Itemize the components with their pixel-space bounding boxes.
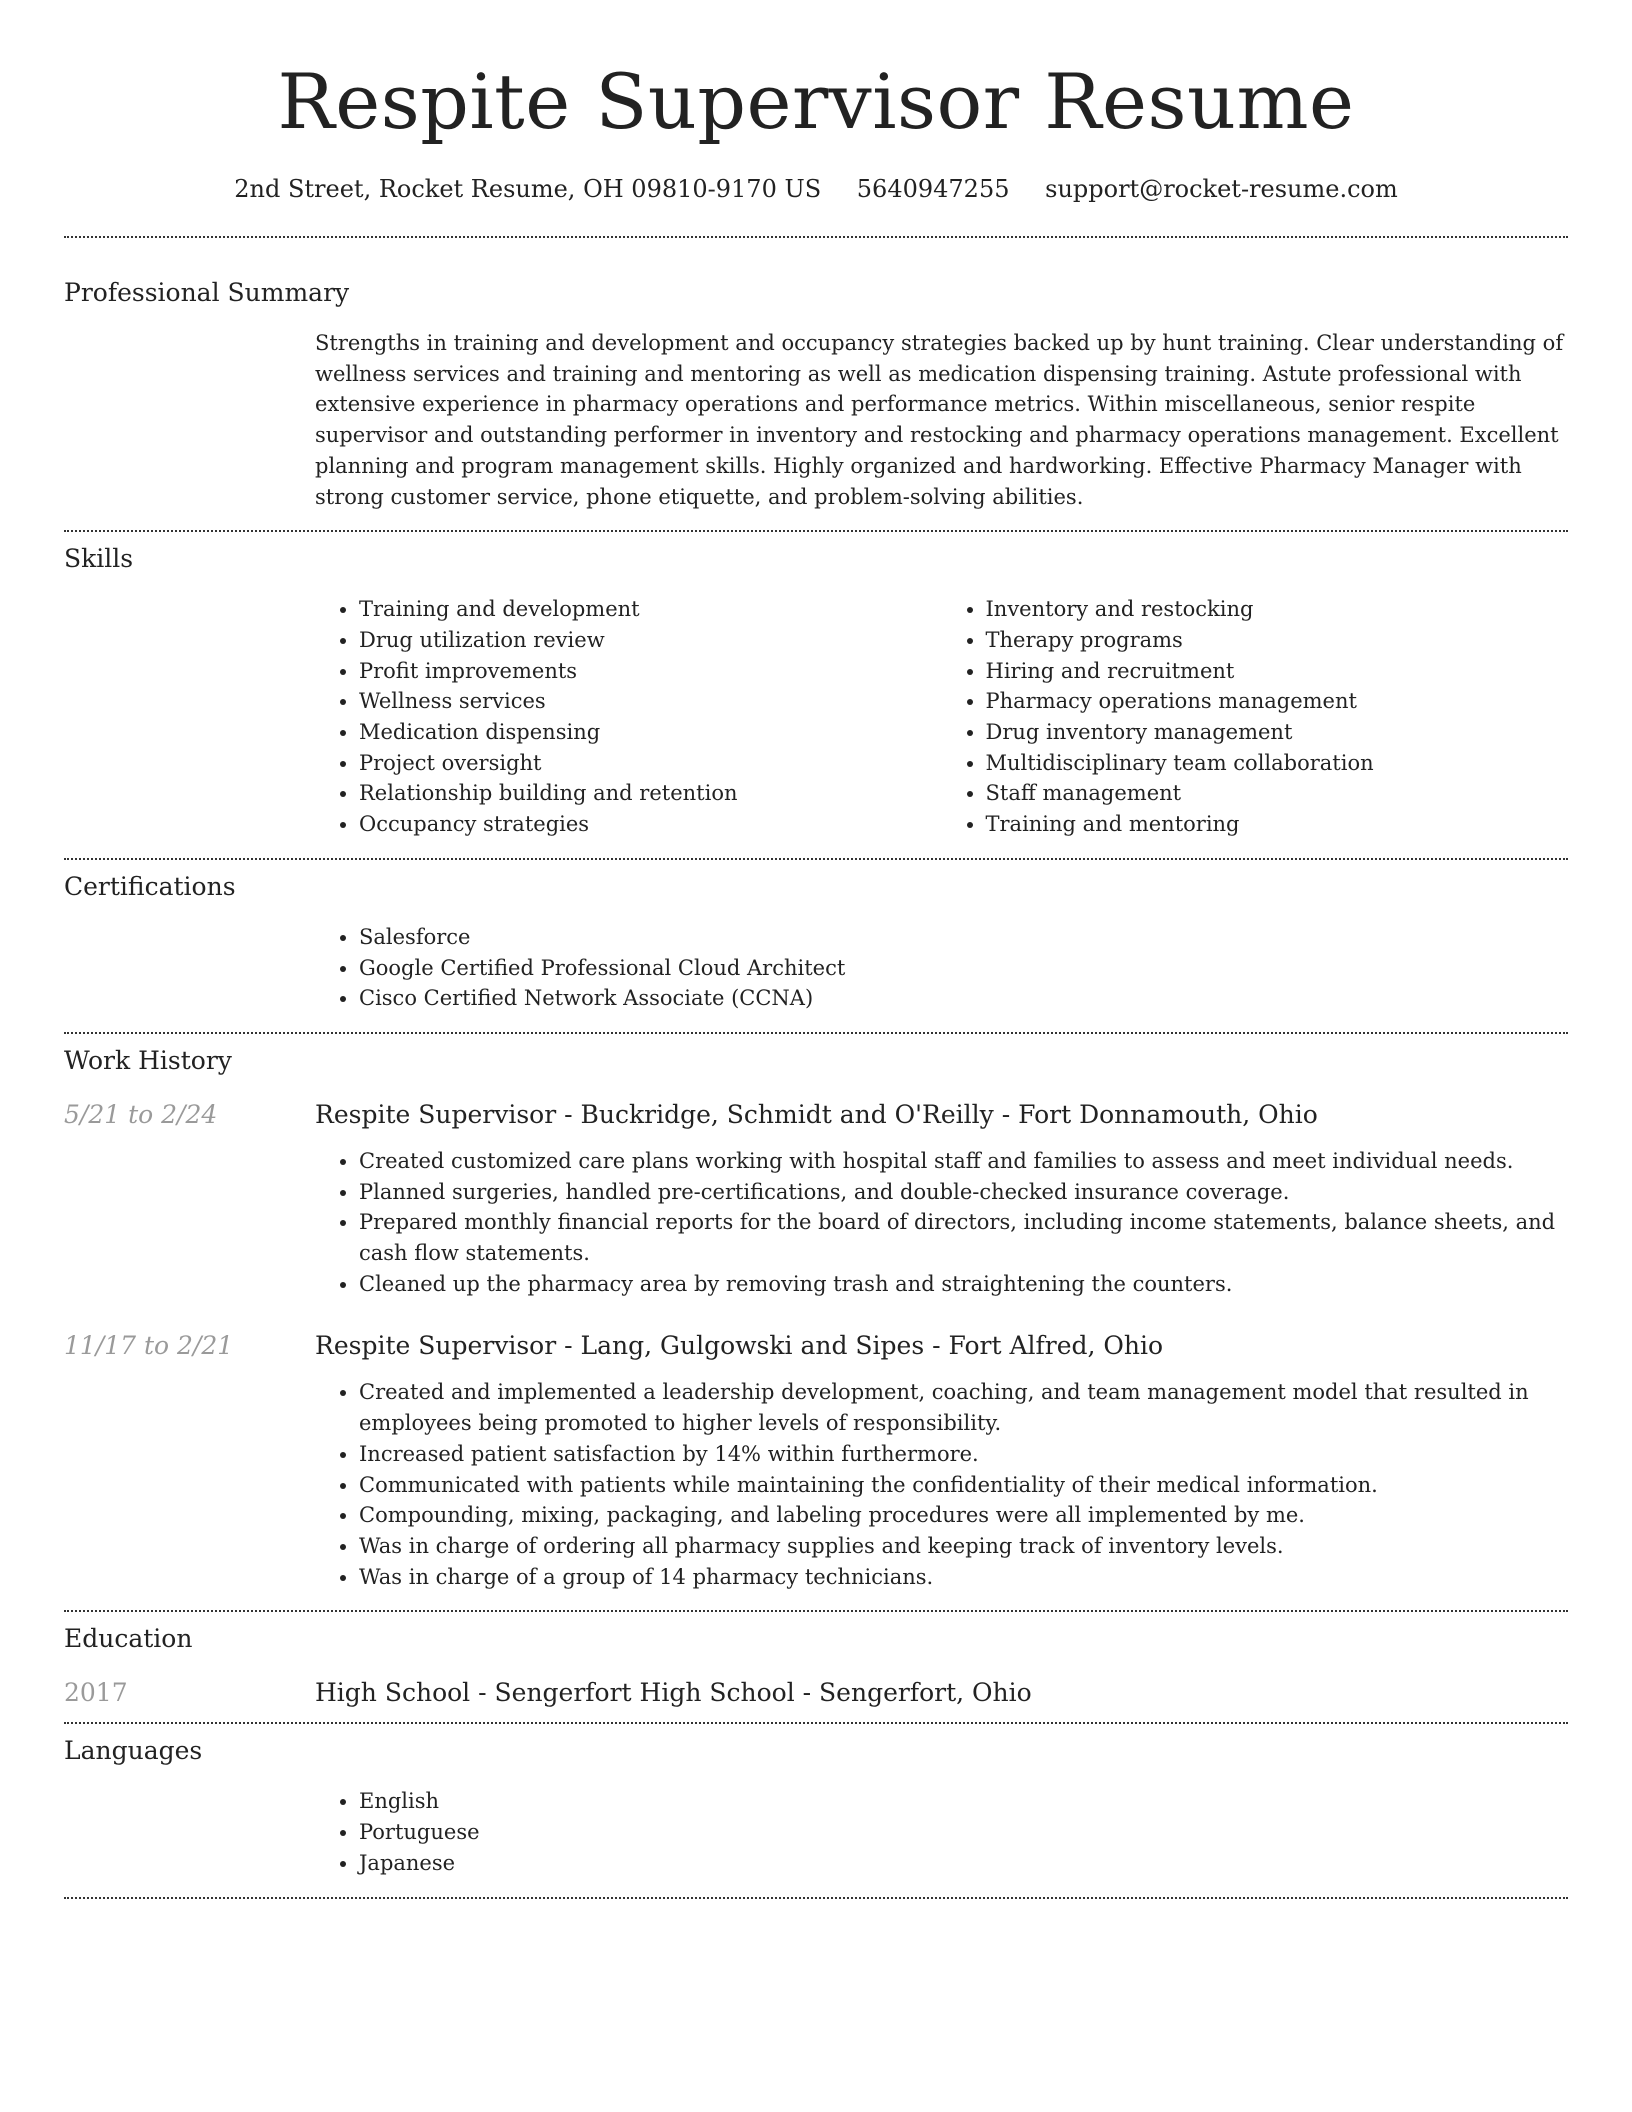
job-bullet: • Prepared monthly financial reports for the board of directors, including income statements, balance sheets, and cash flow statements.	[359, 1207, 1568, 1268]
skill-item: • Hiring and recruitment	[986, 656, 1569, 687]
skill-item: • Project oversight	[359, 748, 942, 779]
job-bullets	[315, 1377, 1568, 1592]
languages-list	[315, 1786, 1568, 1878]
job-bullet: • Increased patient satisfaction by 14% within furthermore.	[359, 1439, 1568, 1470]
skill-item: • Staff management	[986, 778, 1569, 809]
skills-list-left	[315, 594, 942, 840]
certification-item: • Google Certified Professional Cloud Architect	[359, 953, 1568, 984]
job-bullet: • Planned surgeries, handled pre-certifications, and double-checked insurance coverage.	[359, 1177, 1568, 1208]
education-title: High School - Sengerfort High School - Sengerfort, Ohio	[315, 1678, 1032, 1708]
languages-section	[64, 1724, 1568, 1878]
resume-page	[64, 0, 1568, 1899]
skill-item: • Therapy programs	[986, 625, 1569, 656]
skill-item: • Profit improvements	[359, 656, 942, 687]
job-bullets	[315, 1146, 1568, 1300]
job-bullet: • Was in charge of ordering all pharmacy supplies and keeping track of inventory levels.	[359, 1531, 1568, 1562]
language-item: • Japanese	[359, 1848, 1568, 1879]
skill-item: • Medication dispensing	[359, 717, 942, 748]
skill-item: • Drug utilization review	[359, 625, 942, 656]
job-entry	[64, 1098, 1568, 1300]
job-title: Respite Supervisor - Buckridge, Schmidt and O'Reilly - Fort Donnamouth, Ohio	[315, 1099, 1318, 1129]
job-header	[64, 1329, 1568, 1363]
summary-section	[64, 238, 1568, 512]
education-entry	[64, 1676, 1568, 1710]
work-history-section	[64, 1034, 1568, 1592]
language-item: • English	[359, 1786, 1568, 1817]
job-bullet: • Was in charge of a group of 14 pharmacy technicians.	[359, 1562, 1568, 1593]
skill-item: • Drug inventory management	[986, 717, 1569, 748]
job-duties	[315, 1146, 1568, 1300]
skill-item: • Multidisciplinary team collaboration	[986, 748, 1569, 779]
languages-body	[315, 1786, 1568, 1878]
certifications-body	[315, 922, 1568, 1014]
summary-heading: Professional Summary	[64, 278, 350, 307]
education-section	[64, 1612, 1568, 1710]
skill-item: • Training and development	[359, 594, 942, 625]
education-heading: Education	[64, 1624, 193, 1654]
job-bullet: • Cleaned up the pharmacy area by removing trash and straightening the counters.	[359, 1269, 1568, 1300]
work-history-heading: Work History	[64, 1045, 232, 1075]
divider	[64, 1897, 1568, 1899]
certifications-section	[64, 860, 1568, 1014]
contact-email: support@rocket-resume.com	[1045, 175, 1398, 203]
certifications-heading: Certifications	[64, 871, 236, 901]
skills-section	[64, 532, 1568, 840]
job-dates: 11/17 to 2/21	[64, 1331, 234, 1361]
skills-list-right	[942, 594, 1569, 840]
contact-address: 2nd Street, Rocket Resume, OH 09810-9170 US	[234, 175, 822, 203]
job-entry	[64, 1329, 1568, 1592]
job-dates: 5/21 to 2/24	[64, 1099, 218, 1129]
job-title: Respite Supervisor - Lang, Gulgowski and Sipes - Fort Alfred, Ohio	[315, 1331, 1164, 1361]
skills-heading: Skills	[64, 544, 134, 574]
job-bullet: • Communicated with patients while maintaining the confidentiality of their medical information.	[359, 1470, 1568, 1501]
education-year: 2017	[64, 1678, 128, 1708]
job-header	[64, 1098, 1568, 1132]
skills-columns	[315, 594, 1568, 840]
skill-item: • Occupancy strategies	[359, 809, 942, 840]
certifications-list	[315, 922, 1568, 1014]
skill-item: • Wellness services	[359, 686, 942, 717]
language-item: • Portuguese	[359, 1817, 1568, 1848]
job-bullet: • Compounding, mixing, packaging, and labeling procedures were all implemented by me.	[359, 1500, 1568, 1531]
languages-heading: Languages	[64, 1736, 203, 1766]
job-duties	[315, 1377, 1568, 1592]
job-bullet: • Created and implemented a leadership development, coaching, and team management model that resulted in employees being promoted to higher levels of responsibility.	[359, 1377, 1568, 1438]
resume-title: Respite Supervisor Resume	[277, 57, 1355, 146]
skill-item: • Inventory and restocking	[986, 594, 1569, 625]
summary-text: Strengths in training and development and occupancy strategies backed up by hunt training. Clear understanding of wellness services and training and mentoring as well as medication dispensing training. Astute professional with extensive experience in pharmacy operations and performance metrics. Within miscellaneous, senior respite supervisor and outstanding performer in inventory and restocking and pharmacy operations management. Excellent planning and program management skills. Highly organized and hardworking. Effective Pharmacy Manager with strong customer service, phone etiquette, and problem-solving abilities.	[315, 331, 1564, 509]
contact-phone: 5640947255	[856, 175, 1010, 203]
skill-item: • Pharmacy operations management	[986, 686, 1569, 717]
skill-item: • Relationship building and retention	[359, 778, 942, 809]
certification-item: • Cisco Certified Network Associate (CCNA)	[359, 983, 1568, 1014]
skill-item: • Training and mentoring	[986, 809, 1569, 840]
job-bullet: • Created customized care plans working with hospital staff and families to assess and meet individual needs.	[359, 1146, 1568, 1177]
certification-item: • Salesforce	[359, 922, 1568, 953]
contact-line	[64, 172, 1568, 206]
